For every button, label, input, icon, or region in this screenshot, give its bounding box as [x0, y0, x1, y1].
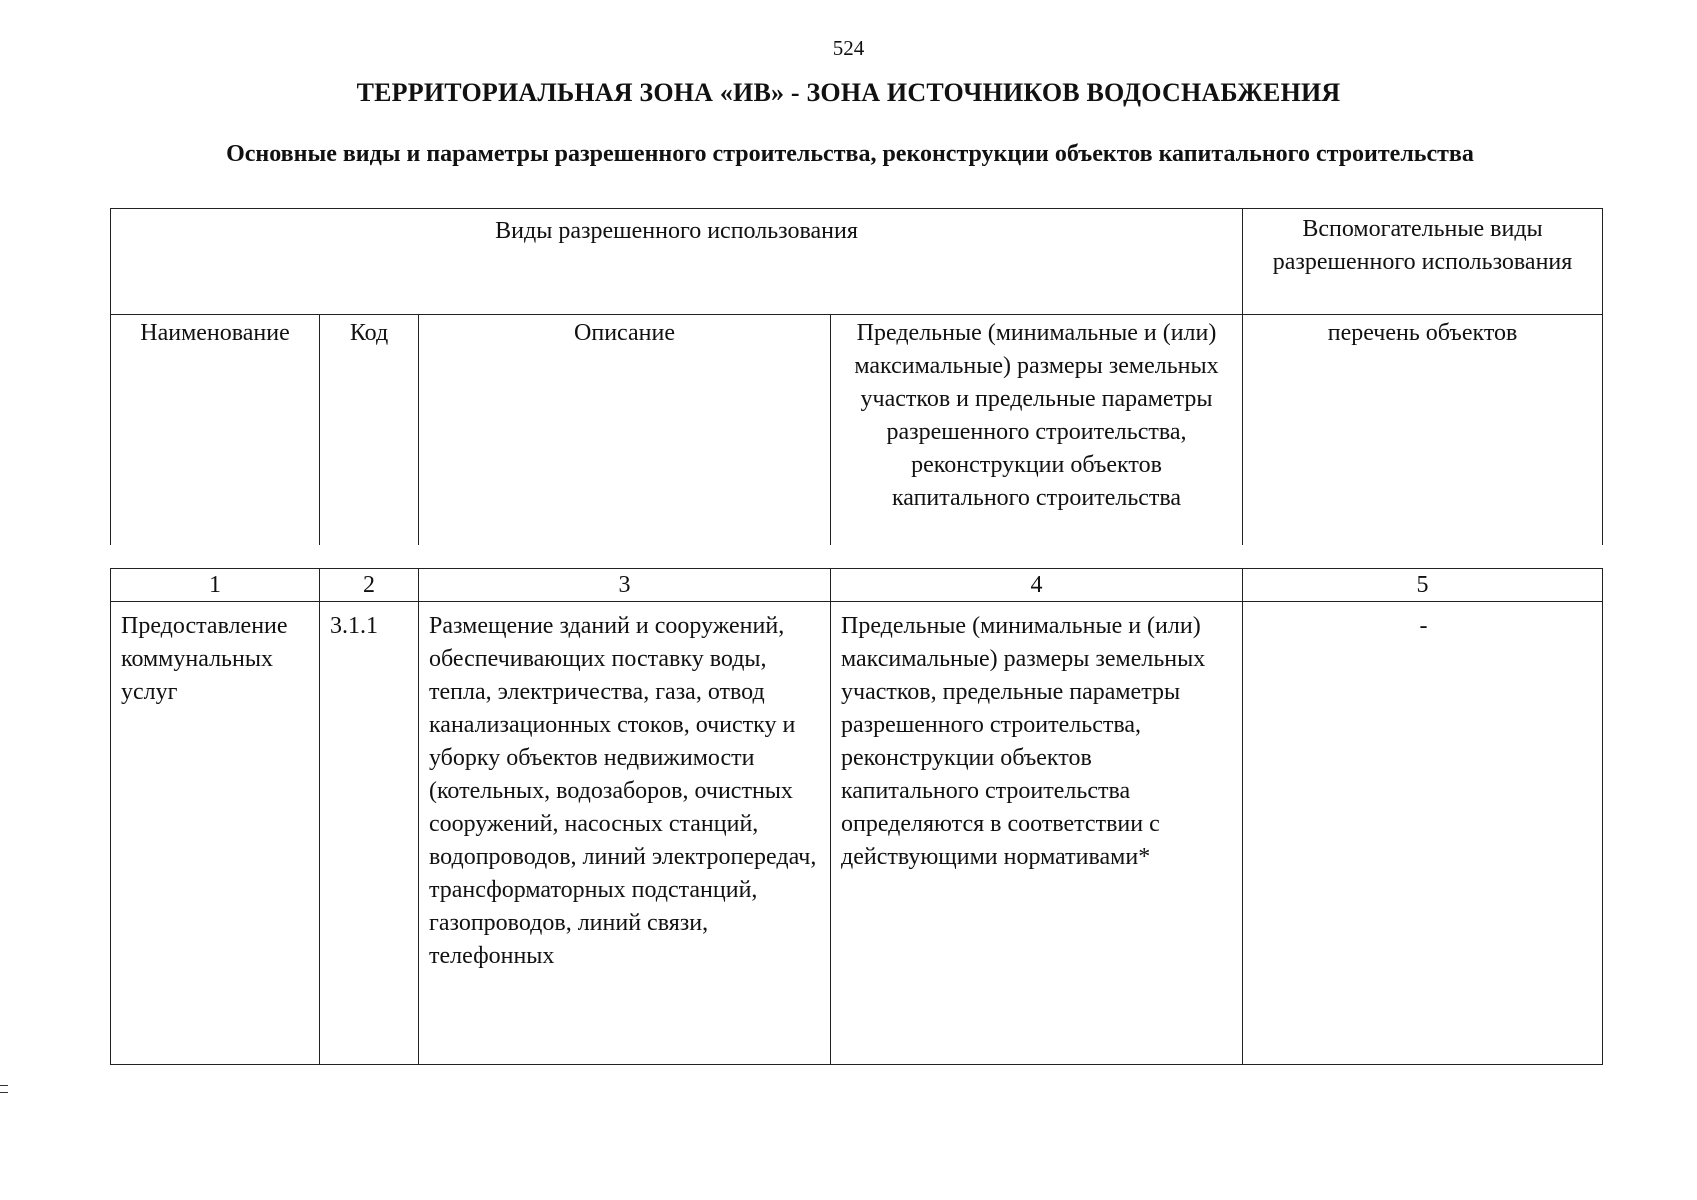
header-columns-row	[111, 315, 1603, 546]
row-description-text: Размещение зданий и сооружений, обеспечивающих поставку воды, тепла, электричества, газа, отвод канализационных стоков, очистку и уборку объектов недвижимости (котельных, водозаборов, очистных сооружений, насосных станций, водопроводов, линий электропередач, трансформаторных подстанций, газопроводов, линий связи, телефонных	[429, 613, 817, 969]
header-col-code-label: Код	[349, 320, 389, 346]
row-description	[419, 602, 831, 1065]
page-number: 524	[832, 36, 865, 60]
body-table	[110, 568, 1603, 1065]
table-row	[111, 602, 1603, 1065]
header-col-name	[111, 315, 320, 546]
header-col-description	[419, 315, 831, 546]
header-col-description-label: Описание	[574, 320, 675, 346]
header-main-group-label: Виды разрешенного использования	[495, 218, 858, 244]
header-col-aux-list-label: перечень объектов	[1327, 320, 1518, 346]
row-name-text: Предоставление коммунальных услуг	[121, 613, 288, 705]
column-number-4: 4	[831, 569, 1243, 602]
header-col-code	[320, 315, 419, 546]
row-aux-text: -	[1419, 613, 1428, 639]
header-col-name-label: Наименование	[140, 320, 290, 346]
header-col-aux-list	[1243, 315, 1603, 546]
column-number-row	[111, 569, 1603, 602]
row-limits-text: Предельные (минимальные и (или) максимальные) размеры земельных участков, предельные параметры разрешенного строительства, реконструкции объектов капитального строительства определяются в соответствии с действующими нормативами*	[841, 613, 1206, 870]
header-col-limits	[831, 315, 1243, 546]
row-code-text: 3.1.1	[330, 613, 378, 639]
column-number-1: 1	[111, 569, 320, 602]
header-col-limits-label: Предельные (минимальные и (или) максимальные) размеры земельных участков и предельные параметры разрешенного строительства, реконструкции объектов капитального строительства	[854, 320, 1219, 511]
header-table	[110, 208, 1603, 545]
header-main-group	[111, 209, 1243, 315]
row-name	[111, 602, 320, 1065]
header-aux-group-label: Вспомогательные виды разрешенного использования	[1272, 216, 1573, 275]
column-number-2: 2	[320, 569, 419, 602]
row-limits	[831, 602, 1243, 1065]
row-code	[320, 602, 419, 1065]
header-aux-group	[1243, 209, 1603, 315]
column-number-5: 5	[1243, 569, 1603, 602]
column-number-3: 3	[419, 569, 831, 602]
section-title: Основные виды и параметры разрешенного строительства, реконструкции объектов капитального строительства	[226, 141, 1474, 167]
scan-margin-mark	[0, 1085, 8, 1093]
zone-title: ТЕРРИТОРИАЛЬНАЯ ЗОНА «ИВ» - ЗОНА ИСТОЧНИКОВ ВОДОСНАБЖЕНИЯ	[356, 78, 1341, 107]
row-aux	[1243, 602, 1603, 1065]
header-group-row	[111, 209, 1603, 315]
